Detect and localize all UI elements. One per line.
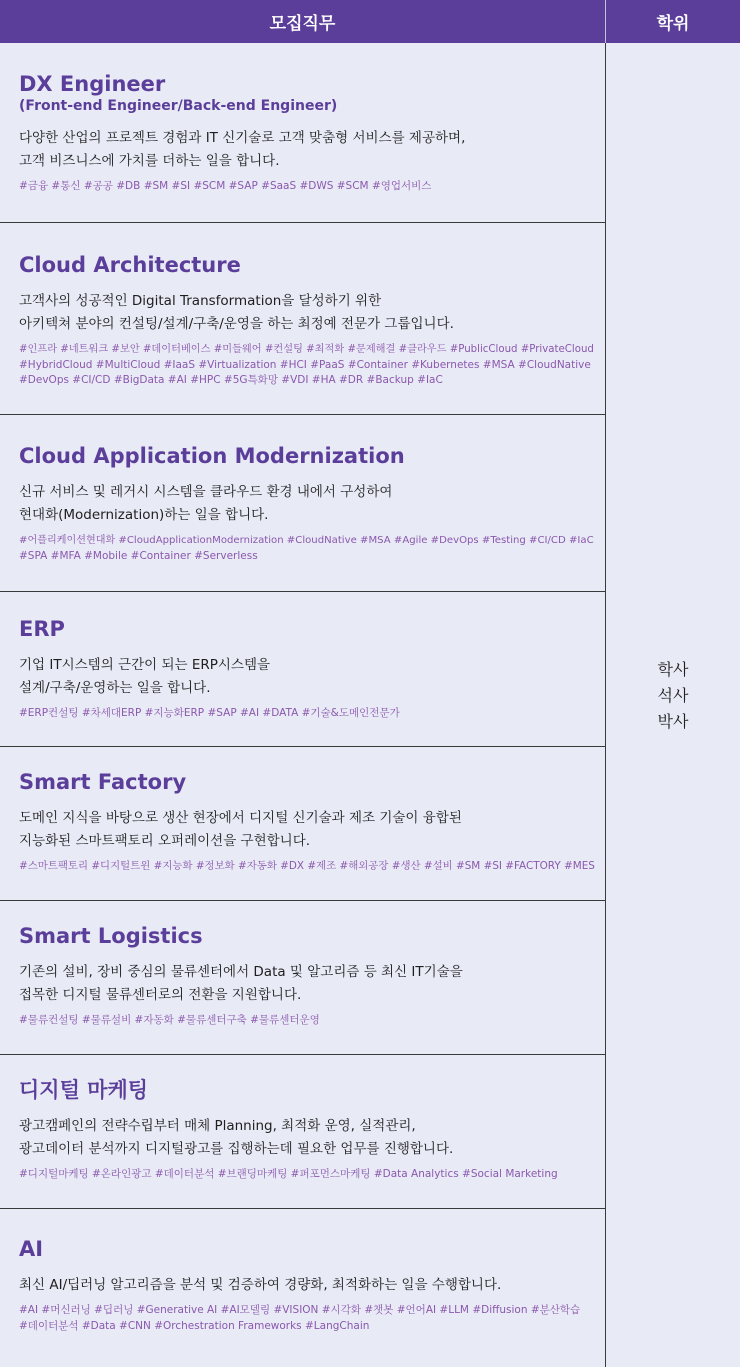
job-title: ERP bbox=[19, 617, 65, 641]
tags-line: #DevOps #CI/CD #BigData #AI #HPC #5G특화망 #VDI #HA #DR #Backup #IaC bbox=[19, 374, 443, 386]
degree-bachelor: 학사 bbox=[657, 660, 689, 679]
job-title: Smart Factory bbox=[19, 770, 187, 794]
job-description bbox=[19, 1274, 595, 1297]
tags-line: #데이터분석 #Data #CNN #Orchestration Frameworks #LangChain bbox=[19, 1319, 370, 1332]
job-description bbox=[19, 1115, 595, 1161]
job-description bbox=[19, 654, 595, 700]
description-line: 광고데이터 분석까지 디지털광고를 집행하는데 필요한 업무를 진행합니다. bbox=[19, 1141, 454, 1157]
degree-list bbox=[606, 657, 740, 735]
tags-line: #물류컨설팅 #물류설비 #자동화 #물류센터구축 #물류센터운영 bbox=[19, 1014, 320, 1026]
job-tags bbox=[19, 859, 595, 875]
job-subtitle: (Front-end Engineer/Back-end Engineer) bbox=[19, 98, 338, 114]
job-tags bbox=[19, 1167, 595, 1183]
job-rows bbox=[0, 43, 605, 1367]
description-line: 고객사의 성공적인 Digital Transformation을 달성하기 위한 bbox=[19, 293, 382, 309]
tags-line: #스마트팩토리 #디지털트윈 #지능화 #정보화 #자동화 #DX #제조 #해외공장 #생산 #설비 #SM #SI #FACTORY #MES bbox=[19, 860, 595, 872]
table-header bbox=[0, 0, 740, 43]
description-line: 기존의 설비, 장비 중심의 물류센터에서 Data 및 알고리즘 등 최신 IT기술을 bbox=[19, 964, 463, 980]
description-line: 도메인 지식을 바탕으로 생산 현장에서 디지털 신기술과 제조 기술이 융합된 bbox=[19, 810, 462, 826]
job-tags bbox=[19, 706, 595, 722]
tags-line: #AI #머신러닝 #딥러닝 #Generative AI #AI모델링 #VISION #시각화 #챗봇 #언어AI #LLM #Diffusion #분산학습 bbox=[19, 1304, 581, 1316]
header-job-column: 모집직무 bbox=[269, 14, 336, 34]
tags-line: #ERP컨설팅 #차세대ERP #지능화ERP #SAP #AI #DATA #기술&도메인전문가 bbox=[19, 707, 400, 719]
job-title: Smart Logistics bbox=[19, 924, 203, 948]
tags-line: #인프라 #네트워크 #보안 #데이터베이스 #미들웨어 #컨설팅 #최적화 #문제해결 #클라우드 #PublicCloud #PrivateCloud bbox=[19, 344, 594, 355]
job-description bbox=[19, 127, 595, 173]
job-description bbox=[19, 961, 595, 1007]
job-description bbox=[19, 807, 595, 853]
job-tags bbox=[19, 533, 595, 564]
job-row-digital-marketing bbox=[0, 1055, 605, 1209]
tags-line: #HybridCloud #MultiCloud #IaaS #Virtualization #HCI #PaaS #Container #Kubernetes #MSA #CloudNative bbox=[19, 358, 591, 371]
description-line: 기업 IT시스템의 근간이 되는 ERP시스템을 bbox=[19, 657, 271, 673]
job-row-cloud-architecture bbox=[0, 223, 605, 415]
description-line: 설계/구축/운영하는 일을 합니다. bbox=[19, 680, 211, 696]
job-tags bbox=[19, 342, 595, 389]
header-degree-column: 학위 bbox=[656, 14, 690, 34]
description-line: 접목한 디지털 물류센터로의 전환을 지원합니다. bbox=[19, 987, 302, 1003]
job-row-cloud-app-modernization bbox=[0, 415, 605, 592]
description-line: 최신 AI/딥러닝 알고리즘을 분석 및 검증하여 경량화, 최적화하는 일을 수행합니다. bbox=[19, 1277, 502, 1293]
tags-line: #어플리케이션현대화 #CloudApplicationModernization #CloudNative #MSA #Agile #DevOps #Testing #CI/CD #IaC bbox=[19, 535, 594, 546]
tags-line: #디지털마케팅 #온라인광고 #데이터분석 #브랜딩마케팅 #퍼포먼스마케팅 #Data Analytics #Social Marketing bbox=[19, 1168, 558, 1180]
tags-line: #SPA #MFA #Mobile #Container #Serverless bbox=[19, 549, 258, 562]
description-line: 신규 서비스 및 레거시 시스템을 클라우드 환경 내에서 구성하여 bbox=[19, 484, 393, 500]
job-row-dx-engineer bbox=[0, 43, 605, 223]
description-line: 광고캠페인의 전략수립부터 매체 Planning, 최적화 운영, 실적관리, bbox=[19, 1118, 416, 1134]
job-tags bbox=[19, 1013, 595, 1029]
job-tags bbox=[19, 179, 595, 195]
job-title: AI bbox=[19, 1237, 44, 1261]
job-title: Cloud Architecture bbox=[19, 253, 241, 277]
job-row-erp bbox=[0, 592, 605, 747]
description-line: 아키텍쳐 분야의 컨설팅/설계/구축/운영을 하는 최정예 전문가 그룹입니다. bbox=[19, 316, 454, 332]
description-line: 지능화된 스마트팩토리 오퍼레이션을 구현합니다. bbox=[19, 833, 311, 849]
description-line: 고객 비즈니스에 가치를 더하는 일을 합니다. bbox=[19, 153, 280, 169]
tags-line: #금융 #통신 #공공 #DB #SM #SI #SCM #SAP #SaaS #DWS #SCM #영업서비스 bbox=[19, 180, 432, 192]
job-tags bbox=[19, 1303, 595, 1334]
job-row-ai bbox=[0, 1209, 605, 1367]
job-title: Cloud Application Modernization bbox=[19, 444, 405, 468]
job-title: 디지털 마케팅 bbox=[19, 1078, 149, 1102]
job-row-smart-factory bbox=[0, 747, 605, 901]
job-description bbox=[19, 481, 595, 527]
job-title: DX Engineer bbox=[19, 72, 166, 96]
degree-master: 석사 bbox=[657, 686, 689, 705]
description-line: 현대화(Modernization)하는 일을 합니다. bbox=[19, 507, 269, 523]
description-line: 다양한 산업의 프로젝트 경험과 IT 신기술로 고객 맞춤형 서비스를 제공하며, bbox=[19, 130, 466, 146]
job-row-smart-logistics bbox=[0, 901, 605, 1055]
degree-doctor: 박사 bbox=[657, 712, 689, 731]
job-description bbox=[19, 290, 595, 336]
